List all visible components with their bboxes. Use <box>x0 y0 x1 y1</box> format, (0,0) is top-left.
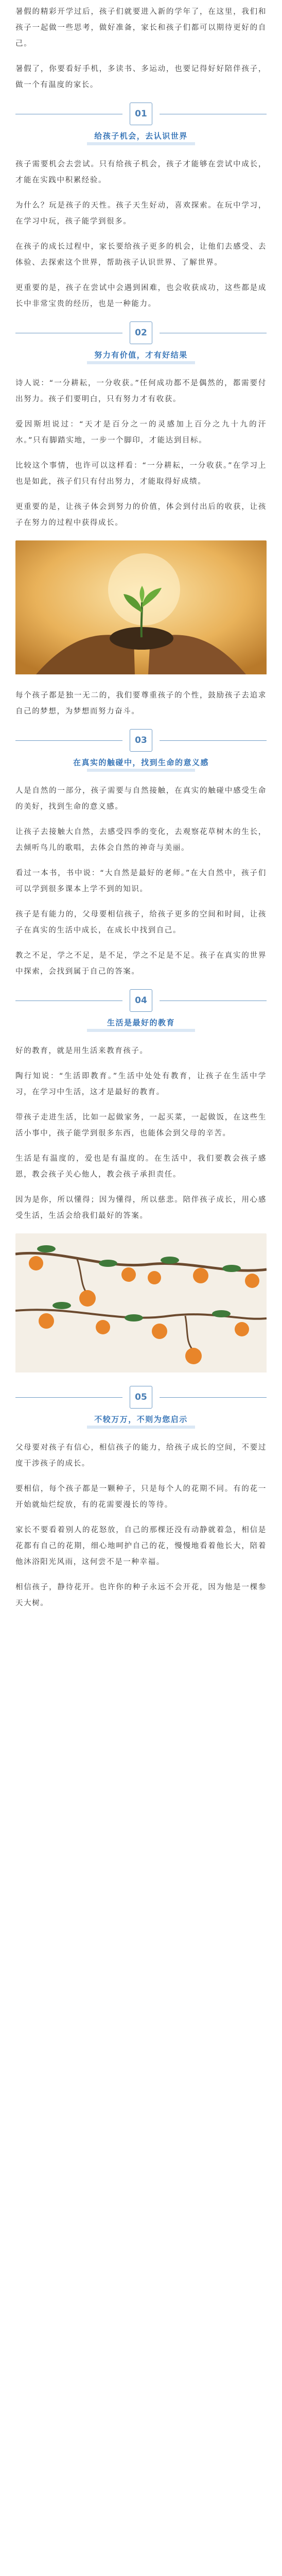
section-paragraph: 陶行知说：“生活即教育。”生活中处处有教育，让孩子在生活中学习，在学习中生活，这才是最好的教育。 <box>15 1072 267 1096</box>
section-divider <box>15 989 267 1012</box>
section-paragraph: 要相信，每个孩子都是一颗种子，只是每个人的花期不同。有的花一开始就灿烂绽放，有的花需要漫长的等待。 <box>15 1485 267 1509</box>
orange-branch-image <box>15 1233 267 1372</box>
section-divider <box>15 729 267 752</box>
article-content <box>0 4 282 1612</box>
section-paragraph: 让孩子去接触大自然，去感受四季的变化，去观察花草树木的生长，去倾听鸟儿的歌唱，去体会自然的神奇与美丽。 <box>15 828 267 852</box>
section-paragraph: 生活是有温度的，爱也是有温度的。在生活中，我们要教会孩子感恩，教会孩子关心他人，教会孩子承担责任。 <box>15 1155 267 1179</box>
section-paragraph: 好的教育，就是用生活来教育孩子。 <box>15 1047 148 1055</box>
section-paragraph: 看过一本书，书中说：“大自然是最好的老师。”在大自然中，孩子们可以学到很多课本上学不到的知识。 <box>15 869 267 893</box>
title-highlight <box>87 142 195 145</box>
section-paragraph: 教之不足，学之不足，是不足，学之不足是不足。孩子在真实的世界中探索，会找到属于自己的答案。 <box>15 952 267 976</box>
title-highlight <box>87 769 195 772</box>
section-header <box>15 1386 267 1429</box>
section-number: 03 <box>135 735 147 745</box>
section-header <box>15 729 267 772</box>
section-paragraph: 在孩子的成长过程中，家长要给孩子更多的机会，让他们去感受、去体验、去探索这个世界，帮助孩子认识世界、了解世界。 <box>15 243 267 267</box>
sapling-hands-image <box>15 540 267 674</box>
section-paragraph: 更重要的是，孩子在尝试中会遇到困难，也会收获成功，这些都是成长中非常宝贵的经历，也是一种能力。 <box>15 284 267 308</box>
section-title: 努力有价值，才有好结果 <box>94 350 188 360</box>
section-paragraph: 人是自然的一部分，孩子需要与自然接触，在真实的触碰中感受生命的美好，找到生命的意义感。 <box>15 787 267 811</box>
section-number-badge <box>130 1386 152 1409</box>
section-number-badge <box>130 989 152 1012</box>
section-divider <box>15 1386 267 1409</box>
title-highlight <box>87 1426 195 1429</box>
section-paragraph: 爱因斯坦说过：“天才是百分之一的灵感加上百分之九十九的汗水。”只有脚踏实地，一步一个脚印，才能达到目标。 <box>15 420 267 445</box>
section-header <box>15 321 267 364</box>
section-title: 生活是最好的教育 <box>107 1018 175 1027</box>
divider-line <box>15 740 122 741</box>
section-paragraph: 更重要的是，让孩子体会到努力的价值，体会到付出后的收获，让孩子在努力的过程中获得成长。 <box>15 503 267 527</box>
intro-paragraph: 暑假的精彩开学过后，孩子们就要进入新的学年了，在这里，我们和孩子一起做一些思考，做好准备，家长和孩子们都可以期待更好的自己。 <box>15 8 267 48</box>
section-paragraph: 孩子需要机会去尝试。只有给孩子机会，孩子才能够在尝试中成长，才能在实践中积累经验。 <box>15 160 267 184</box>
section-paragraph: 因为是你，所以懂得；因为懂得，所以慈悲。陪伴孩子成长，用心感受生活，生活会给我们最好的答案。 <box>15 1196 267 1220</box>
section-number-badge <box>130 321 152 344</box>
section-paragraph: 父母要对孩子有信心，相信孩子的能力，给孩子成长的空间，不要过度干涉孩子的成长。 <box>15 1444 267 1468</box>
section-paragraph: 带孩子走进生活，比如一起做家务，一起买菜，一起做饭，在这些生活小事中，孩子能学到很多东西，也能体会到父母的辛苦。 <box>15 1113 267 1138</box>
orange-branch-illustration <box>15 1233 267 1375</box>
sapling-hands-illustration <box>15 540 267 676</box>
section-number: 02 <box>135 328 147 338</box>
section-paragraph: 相信孩子，静待花开。也许你的种子永远不会开花，因为他是一棵参天大树。 <box>15 1583 267 1607</box>
section-number: 04 <box>135 995 147 1006</box>
section-title: 不较万万，不则为您启示 <box>94 1415 188 1424</box>
section-number-badge <box>130 103 152 125</box>
divider-line <box>15 1397 122 1398</box>
section-number-badge <box>130 729 152 752</box>
section-title: 给孩子机会，去认识世界 <box>94 131 188 141</box>
section-header <box>15 989 267 1032</box>
divider-line <box>160 740 267 741</box>
title-highlight <box>87 361 195 364</box>
section-paragraph: 家长不要看着别人的花怒放，自己的那棵还没有动静就着急，相信是花都有自己的花期，细心地呵护自己的花，慢慢地看着他长大，陪着他沐浴阳光风雨，这何尝不是一种幸福。 <box>15 1526 267 1566</box>
section-number: 01 <box>135 109 147 119</box>
section-divider <box>15 321 267 344</box>
title-highlight <box>87 1029 195 1032</box>
section-paragraph: 为什么？玩是孩子的天性。孩子天生好动，喜欢探索。在玩中学习，在学习中玩，孩子能学到很多。 <box>15 201 267 226</box>
section-paragraph: 每个孩子都是独一无二的，我们要尊重孩子的个性，鼓励孩子去追求自己的梦想，为梦想而努力奋斗。 <box>15 691 267 716</box>
divider-line <box>160 1397 267 1398</box>
section-header <box>15 103 267 145</box>
section-paragraph: 诗人说：“一分耕耘，一分收获。”任何成功都不是偶然的，都需要付出努力。孩子们要明白，只有努力才有收获。 <box>15 379 267 403</box>
section-title: 在真实的触碰中，找到生命的意义感 <box>73 758 209 767</box>
intro-paragraph: 暑假了，你要看好手机，多读书、多运动，也要记得好好陪伴孩子，做一个有温度的家长。 <box>15 65 267 89</box>
section-paragraph: 比较这个事情，也许可以这样看：“一分耕耘，一分收获。”在学习上也是如此，孩子们只有付出努力，才能取得好成绩。 <box>15 462 267 486</box>
section-divider <box>15 103 267 125</box>
section-paragraph: 孩子是有能力的，父母要相信孩子，给孩子更多的空间和时间，让孩子在真实的生活中成长，在成长中找到自己。 <box>15 910 267 935</box>
section-number: 05 <box>135 1392 147 1402</box>
